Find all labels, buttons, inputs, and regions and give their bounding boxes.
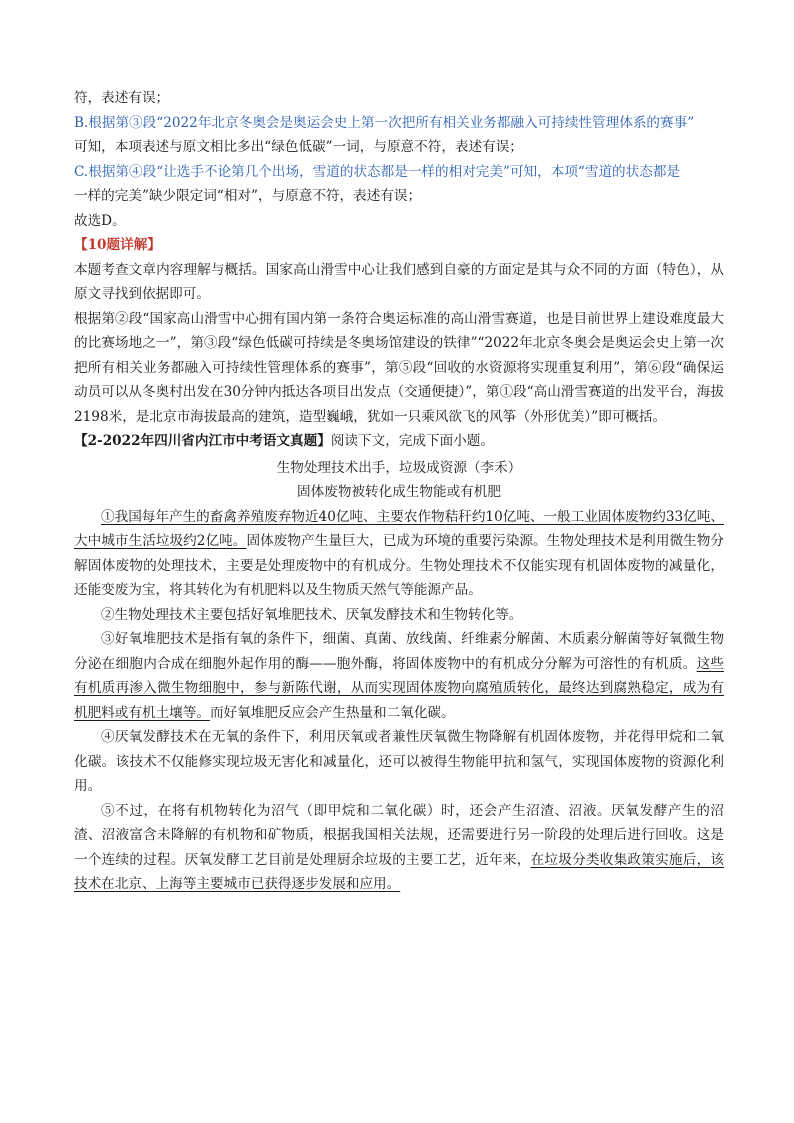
answer-continuation: 符，表述有误； [74, 90, 170, 106]
section-source: 【2-2022年四川省内江市中考语文真题】 [74, 433, 331, 449]
article-paragraph-3 [74, 627, 724, 725]
paragraph-text: ③好氧堆肥技术是指有氧的条件下，细菌、真菌、放线菌、纤维素分解菌、木质素分解菌等好氧微生物分泌在细胞内合成在细胞外起作用的酶——胞外酶，将固体废物中的有机成分分解为可溶性的有机质。 [74, 631, 724, 672]
section-source-line [74, 429, 724, 454]
option-b-line-1: B.根据第③段“2022年北京冬奥会是奥运会史上第一次把所有相关业务都融入可持续性管理体系的赛事” [74, 114, 695, 131]
paragraph-text: 而好氧堆肥反应会产生热量和二氧化碳。 [209, 704, 455, 721]
article-paragraph-2: ②生物处理技术主要包括好氧堆肥技术、厌氧发酵技术和生物转化等。 [101, 606, 523, 623]
answer-conclusion: 故选D。 [74, 212, 126, 229]
option-c-line-2: 一样的完美”缺少限定词“相对”，与原意不符，表述有误； [74, 188, 422, 204]
q10-para-1: 本题考查文章内容理解与概括。国家高山滑雪中心让我们感到自豪的方面定是其与众不同的方面（特色），从原文寻找到依据即可。 [74, 261, 724, 302]
article-paragraph-5 [74, 799, 724, 897]
option-b-line-2: 可知，本项表述与原文相比多出“绿色低碳”一词，与原意不符，表述有误； [74, 139, 523, 155]
article-subtitle: 固体废物被转化成生物能或有机肥 [297, 484, 501, 500]
underlined-text: ①我国每年产生的畜禽养殖废弃物近40亿吨、主要农作物秸秆约10亿吨、一般工业固体废物约33亿吨、大中城市生活垃圾约2亿吨。 [74, 508, 724, 549]
q10-heading: 【10题详解】 [74, 237, 161, 253]
article-paragraph-4: ④厌氧发酵技术在无氧的条件下，利用厌氧或者兼性厌氧微生物降解有机固体废物，并花得甲烷和二氧化碳。该技术不仅能修实现垃圾无害化和减量化，还可以被得生物能甲抗和氢气，实现国体废物的资源化利用。 [74, 729, 724, 794]
article-paragraph-1 [74, 505, 724, 603]
underlined-text: 这些有机质再渗入微生物细胞中，参与新陈代谢，从而实现固体废物向腐殖质转化，最终达到腐熟稳定，成为有机肥料或有机土壤等。 [74, 655, 724, 721]
paragraph-text: 固体废物产生量巨大，已成为环境的重要污染源。生物处理技术是利用微生物分解固体废物的处理技术，主要是处理废物中的有机成分。生物处理技术不仅能实现有机固体废物的减量化，还能变废为宝，将其转化为有机肥料以及生物质天然气等能源产品。 [74, 533, 724, 598]
section-instruction: 阅读下文，完成下面小题。 [330, 433, 494, 449]
article-title: 生物处理技术出手，垃圾成资源（李禾） [276, 459, 522, 476]
paragraph-text: ⑤不过，在将有机物转化为沼气（即甲烷和二氧化碳）时，还会产生沼渣、沼液。厌氧发酵产生的沼渣、沼液富含未降解的有机物和矿物质，根据我国相关法规，还需要进行另一阶段的处理后进行回收。这是一个连续的过程。厌氧发酵工艺目前是处理厨余垃圾的主要工艺，近年来， [74, 802, 724, 868]
underlined-text: 在垃圾分类收集政策实施后，该技术在北京、上海等主要城市已获得逐步发展和应用。 [74, 851, 725, 892]
option-c-line-1: C.根据第④段“让选手不论第几个出场，雪道的状态都是一样的相对完美”可知，本项“雪道的状态都是 [74, 163, 681, 180]
q10-para-2: 根据第②段“国家高山滑雪中心拥有国内第一条符合奥运标准的高山滑雪赛道，也是目前世界上建设难度最大的比赛场地之一”，第③段“绿色低碳可持续是冬奥场馆建设的铁律”“2022年北京冬奥会是奥运会史上第一次把所有相关业务都融入可持续性管理体系的赛事”，第⑤段“回收的水资源将实现重复利用”，第⑥段“确保运动员可以从冬奥村出发在30分钟内抵达各项目出发点（交通便捷）”，第①段“高山滑雪赛道的出发平台，海拔2198米，是北京市海拔最高的建筑，造型巍峨，犹如一只乘风欲飞的风筝（外形优美）”即可概括。 [74, 310, 724, 425]
